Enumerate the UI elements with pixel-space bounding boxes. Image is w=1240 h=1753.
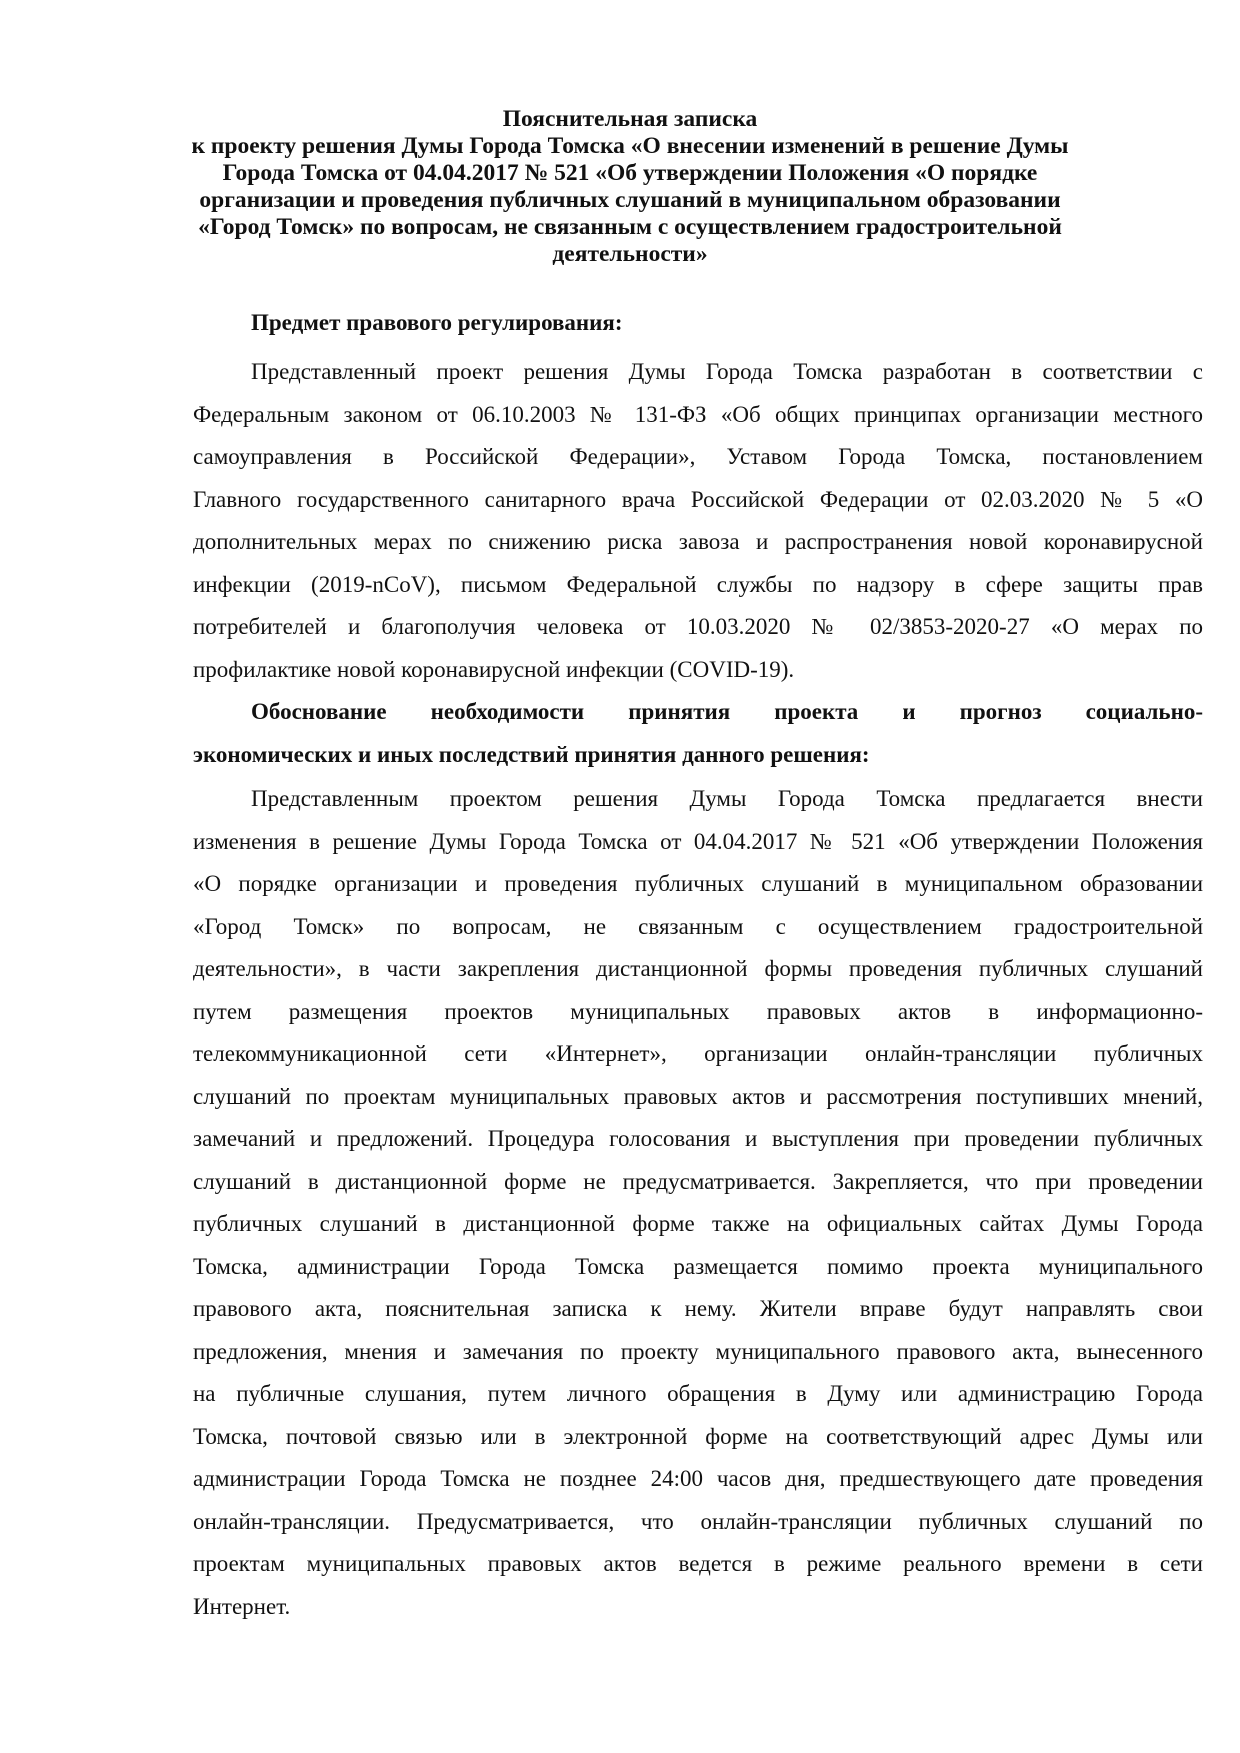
paragraph-line: слушаний в дистанционной форме не предусматривается. Закрепляется, что при проведении (193, 1168, 1203, 1194)
paragraph-line: путем размещения проектов муниципальных правовых актов в информационно- (193, 998, 1203, 1024)
paragraph-line: правового акта, пояснительная записка к нему. Жители вправе будут направлять свои (193, 1296, 1203, 1321)
paragraph-line: Интернет. (193, 1593, 291, 1619)
paragraph-line: онлайн-трансляции. Предусматривается, что онлайн-трансляции публичных слушаний по (193, 1508, 1203, 1534)
paragraph-line: самоуправления в Российской Федерации», Уставом Города Томска, постановлением (193, 444, 1203, 469)
document-title (150, 106, 1110, 268)
paragraph-line: «Город Томск» по вопросам, не связанным с осуществлением градостроительной (193, 913, 1203, 939)
paragraph-line: Представленный проект решения Думы Города Томска разработан в соответствии с (251, 359, 1203, 384)
title-line: Города Томска от 04.04.2017 № 521 «Об утверждении Положения «О порядке (222, 160, 1038, 186)
paragraph-line: предложения, мнения и замечания по проекту муниципального правового акта, вынесенного (193, 1338, 1203, 1364)
paragraph-line: «О порядке организации и проведения публичных слушаний в муниципальном образовании (193, 871, 1203, 896)
title-line: деятельности» (552, 241, 708, 267)
section-heading-justification: Обоснование необходимости принятия проекта и прогноз социально- (251, 699, 1203, 724)
paragraph-line: дополнительных мерах по снижению риска завоза и распространения новой коронавирусной (193, 529, 1203, 554)
paragraph-line: потребителей и благополучия человека от 10.03.2020 № 02/3853-2020-27 «О мерах по (193, 614, 1203, 639)
paragraph-line: публичных слушаний в дистанционной форме также на официальных сайтах Думы Города (193, 1211, 1203, 1236)
paragraph-line: Главного государственного санитарного врача Российской Федерации от 02.03.2020 № 5 «О (193, 486, 1203, 512)
document-body (193, 311, 1203, 1628)
title-line: Пояснительная записка (502, 106, 758, 132)
paragraph-line: Представленным проектом решения Думы Города Томска предлагается внести (251, 786, 1203, 811)
paragraph-line: Федеральным законом от 06.10.2003 № 131-ФЗ «Об общих принципах организации местного (193, 401, 1203, 427)
paragraph-line: администрации Города Томска не позднее 24:00 часов дня, предшествующего дате проведения (193, 1466, 1203, 1491)
section-heading-regulation: Предмет правового регулирования: (251, 310, 623, 335)
paragraph-line: на публичные слушания, путем личного обращения в Думу или администрацию Города (193, 1381, 1203, 1406)
paragraph-line: профилактике новой коронавирусной инфекции (COVID-19). (193, 656, 795, 682)
paragraph-line: проектам муниципальных правовых актов ведется в режиме реального времени в сети (193, 1551, 1203, 1576)
title-line: организации и проведения публичных слушаний в муниципальном образовании (199, 187, 1061, 213)
paragraph-line: инфекции (2019-nCoV), письмом Федеральной службы по надзору в сфере защиты прав (193, 571, 1203, 597)
paragraph-line: изменения в решение Думы Города Томска от 04.04.2017 № 521 «Об утверждении Положения (193, 828, 1203, 854)
title-line: «Город Томск» по вопросам, не связанным с осуществлением градостроительной (198, 214, 1062, 240)
paragraph-line: замечаний и предложений. Процедура голосования и выступления при проведении публичных (193, 1126, 1203, 1151)
paragraph-line: слушаний по проектам муниципальных правовых актов и рассмотрения поступивших мнений, (193, 1083, 1203, 1109)
paragraph-line: деятельности», в части закрепления дистанционной формы проведения публичных слушаний (193, 956, 1203, 981)
paragraph-line: Томска, администрации Города Томска размещается помимо проекта муниципального (193, 1253, 1203, 1279)
paragraph-line: Томска, почтовой связью или в электронной форме на соответствующий адрес Думы или (193, 1423, 1203, 1449)
title-line: к проекту решения Думы Города Томска «О внесении изменений в решение Думы (191, 133, 1069, 159)
section-heading-justification: экономических и иных последствий принятия данного решения: (193, 741, 870, 767)
paragraph-line: телекоммуникационной сети «Интернет», организации онлайн-трансляции публичных (193, 1041, 1203, 1066)
